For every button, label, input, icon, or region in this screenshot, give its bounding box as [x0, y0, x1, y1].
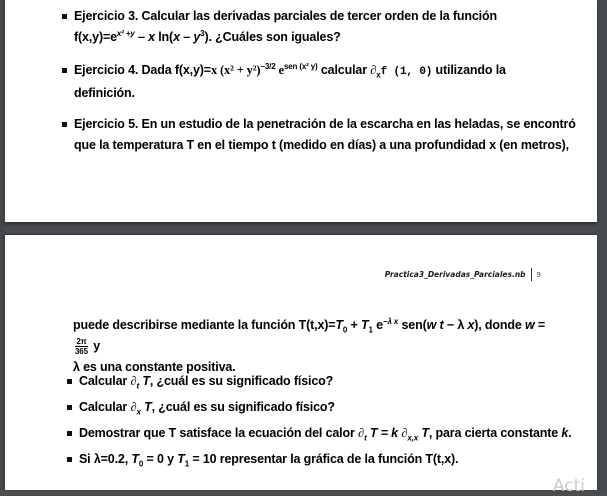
exercise-5-line-1: Ejercicio 5. En un estudio de la penetración de la escarcha en las heladas, se encontró: [74, 117, 576, 131]
exercise-4-line-2: definición.: [74, 86, 135, 100]
task-partial-t: Calcular $\partial_t$ T, ¿cuál es su significado físico?: [67, 371, 567, 392]
activation-watermark: Acti: [552, 476, 585, 496]
bullet-icon: [62, 122, 67, 127]
exercise-4-line-1: Ejercicio 4. Dada f(x,y)=x $(x^2 + y^2)^{-3/2}$ $e^{sen (x^2 y)}$ calcular $\partial_xf$ (1, 0) utilizando la: [74, 61, 506, 80]
exercise-3: [62, 6, 562, 48]
exercise-5: [62, 114, 582, 156]
document-page-9: [5, 235, 597, 496]
header-filename: Practica3_Derivadas_Parciales.nb: [384, 270, 526, 279]
exercise-4: [62, 60, 562, 104]
page-header: [385, 268, 541, 281]
lambda-definition-line: λ es una constante positiva.: [73, 360, 236, 374]
document-page-8: [5, 0, 597, 222]
exercise-5-continuation: [73, 315, 553, 378]
fraction: $\frac{2\pi}{365}$: [75, 337, 88, 357]
bullet-icon: [62, 68, 67, 73]
exercise-3-line-1: Ejercicio 3. Calcular las derivadas parciales de tercer orden de la función: [74, 9, 497, 23]
bullet-icon: [67, 405, 72, 410]
exercise-5-line-2: que la temperatura T en el tiempo t (medido en días) a una profundidad x (en metros),: [74, 138, 569, 152]
header-divider: [531, 268, 532, 281]
bullet-icon: [67, 379, 72, 384]
exercise-3-formula: $f(x,y)=e^{x^2 +y} - x$ $\ln(x - y^3)$. ¿Cuáles son iguales?: [74, 28, 341, 44]
bullet-icon: [67, 457, 72, 462]
page-number: 9: [536, 270, 541, 279]
task-plot: Si λ=0.2, $T_0 = 0$ y $T_1 = 10$ representar la gráfica de la función T(t,x).: [67, 449, 567, 470]
task-heat-equation: Demostrar que T satisface la ecuación del calor $\partial_t$ T = k $\partial_{x,x}$ T, para cierta constante k.: [67, 423, 577, 444]
bullet-icon: [67, 431, 72, 436]
viewer-scrollbar-track[interactable]: [597, 0, 607, 490]
bullet-icon: [62, 14, 67, 19]
function-definition-line: puede describirse mediante la función $T(t,x)=T_0 + T_1$ $e^{-\lambda x}$ sen(w t − λ x), donde w = $\frac{2\pi}{365}$ y: [73, 316, 546, 357]
task-partial-x: Calcular $\partial_x$ T, ¿cuál es su significado físico?: [67, 397, 567, 418]
